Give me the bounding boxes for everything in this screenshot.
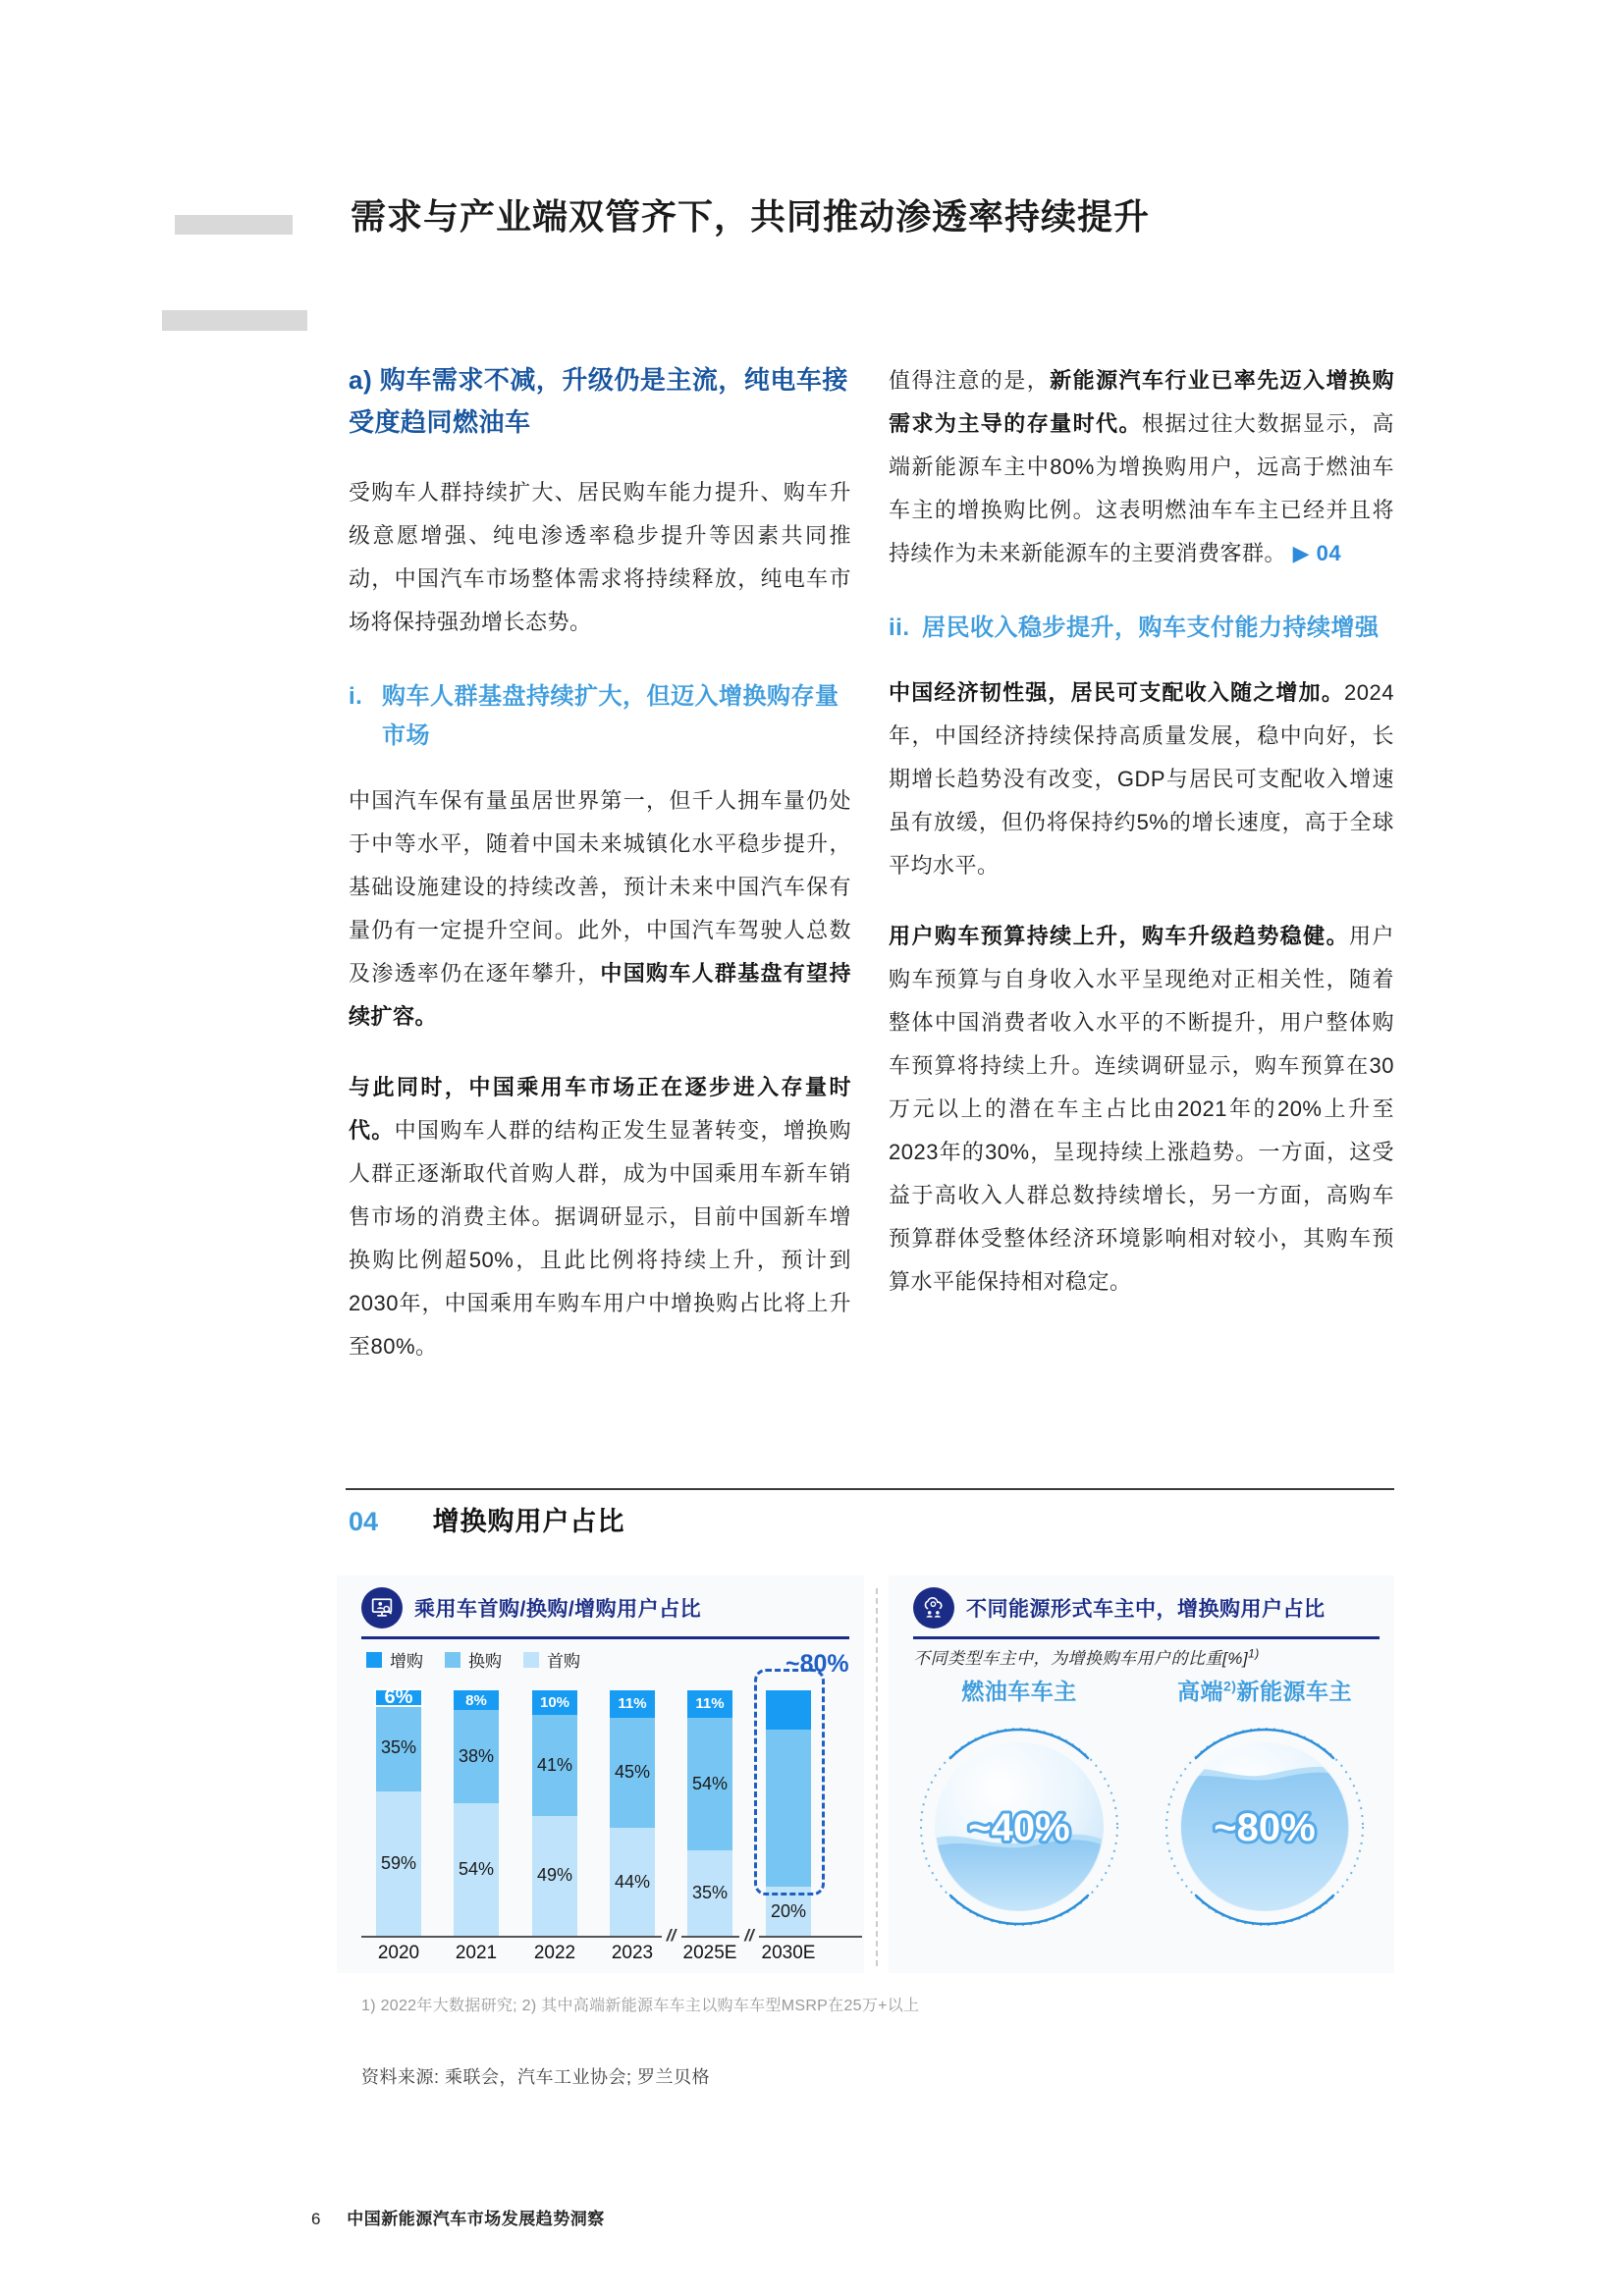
bar-segment-2025E-huangou — [687, 1718, 732, 1850]
legend-label: 增购 — [390, 1652, 423, 1671]
bar-segment-2021-shougou — [454, 1803, 499, 1936]
text-column-left — [349, 359, 851, 1368]
bar-segment-2022-shougou — [532, 1816, 577, 1937]
bar-value-label: 54% — [691, 1773, 729, 1793]
paragraph: 受购车人群持续扩大、居民购车能力提升、购车升级意愿增强、纯电渗透率稳步提升等因素共同推动，中国汽车市场整体需求将持续释放，纯电车市场将保持强劲增长态势。 — [349, 480, 851, 634]
gauge-nev-owners — [1152, 1674, 1378, 1945]
source-line: 资料来源: 乘联会，汽车工业协会; 罗兰贝格 — [361, 2067, 711, 2087]
paragraph: 用户购车预算持续上升，购车升级趋势稳健。用户购车预算与自身收入水平呈现绝对正相关性，随着整体中国消费者收入水平的不断提升，用户整体购车预算将持续上升。连续调研显示，购车预算在30万元以上的潜在车主占比由2021年的20%上升至2023年的30%，呈现持续上涨趋势。一方面，这受益于高收入人群总数持续增长，另一方面，高购车预算群体受整体经济环境影响相对较小，其购车预算水平能保持相对稳定。 — [889, 924, 1394, 1294]
bar-value-label: 38% — [458, 1746, 495, 1766]
bar-segment-2020-huangou — [376, 1705, 421, 1791]
decorative-bar — [175, 215, 293, 235]
bar-value-label: 10% — [539, 1694, 570, 1711]
gauge-value: ~40% — [968, 1806, 1070, 1849]
legend-swatch — [445, 1652, 460, 1668]
x-axis-label-2030E: 2030E — [761, 1943, 816, 1963]
bar-segment-2025E-zenggou — [687, 1690, 732, 1718]
bar-value-label: 59% — [380, 1852, 417, 1873]
gauge-circle — [906, 1714, 1132, 1940]
exhibit-reference: ▶ 04 — [1292, 541, 1342, 565]
highlight-box-2030 — [754, 1669, 825, 1896]
subsection-i-heading: i. 购车人群基盘持续扩大，但迈入增换购存量市场 — [349, 677, 851, 756]
chart-panel-purchase-mix — [337, 1575, 864, 1973]
owners-icon — [913, 1587, 954, 1629]
text-column-right — [889, 359, 1394, 1304]
paragraph: 中国经济韧性强，居民可支配收入随之增加。2024年，中国经济持续保持高质量发展，稳中向好，长期增长趋势没有改变，GDP与居民可支配收入增速虽有放缓，但仍将保持约5%的增长速度，高于全球平均水平。 — [889, 680, 1394, 878]
subsection-ii-heading: ii. 居民收入稳步提升，购车支付能力持续增强 — [889, 609, 1394, 648]
axis-break-mark: // — [739, 1925, 759, 1947]
exhibit-title: 增换购用户占比 — [432, 1507, 625, 1536]
legend-swatch — [523, 1652, 539, 1668]
chart-panel-energy-owners — [889, 1575, 1394, 1973]
panel-divider-dashed — [876, 1588, 878, 1966]
x-axis-line — [361, 1936, 862, 1938]
legend-item-shougou — [523, 1647, 580, 1672]
axis-break-mark: // — [662, 1925, 681, 1947]
bar-segment-2020-zenggou — [376, 1686, 421, 1708]
footer-doc-title: 中国新能源汽车市场发展趋势洞察 — [347, 2210, 605, 2228]
page-number: 6 — [311, 2210, 321, 2228]
bar-value-label: 6% — [384, 1686, 413, 1708]
section-a-heading: a) 购车需求不减，升级仍是主流，纯电车接受度趋同燃油车 — [349, 365, 848, 437]
bar-value-label: 35% — [691, 1882, 729, 1902]
gauge-value: ~80% — [1214, 1806, 1316, 1849]
bar-segment-2021-huangou — [454, 1710, 499, 1803]
paragraph: 与此同时，中国乘用车市场正在逐步进入存量时代。中国购车人群的结构正发生显著转变，增换购人群正逐渐取代首购人群，成为中国乘用车新车销售市场的消费主体。据调研显示，目前中国新车增换购比例超50%，且此比例将持续上升，预计到2030年，中国乘用车购车用户中增换购占比将上升至80%。 — [349, 1075, 851, 1359]
gauge-label: 高端$^{2)}$新能源车主 — [1177, 1678, 1352, 1704]
legend-item-huangou — [445, 1647, 502, 1672]
gauge-fuel-owners — [906, 1674, 1132, 1945]
subsection-i-marker: i. — [349, 683, 363, 710]
bar-value-label: 11% — [618, 1695, 647, 1713]
bar-value-label: 49% — [536, 1865, 573, 1886]
chart-panel-header — [361, 1587, 849, 1639]
x-axis-label-2020: 2020 — [377, 1943, 420, 1963]
bar-segment-2023-zenggou — [610, 1690, 655, 1718]
page-title: 需求与产业端双管齐下，共同推动渗透率持续提升 — [351, 196, 1151, 237]
bar-value-label: 45% — [614, 1762, 651, 1783]
legend-label: 换购 — [468, 1652, 502, 1671]
page-footer — [311, 2205, 605, 2229]
chart-panel-header — [913, 1587, 1380, 1639]
bar-value-label: 20% — [770, 1900, 807, 1921]
bar-segment-2025E-shougou — [687, 1850, 732, 1937]
x-axis-label-2022: 2022 — [533, 1943, 576, 1963]
survey-screen-icon — [361, 1587, 403, 1629]
chart-title: 乘用车首购/换购/增购用户占比 — [414, 1598, 702, 1621]
legend-swatch — [366, 1652, 382, 1668]
footnote: 1) 2022年大数据研究; 2) 其中高端新能源车车主以购车车型MSRP在25万+以上 — [361, 1998, 920, 2014]
bar-segment-2023-huangou — [610, 1718, 655, 1829]
bar-segment-2021-zenggou — [454, 1690, 499, 1710]
gauge-label: 燃油车车主 — [961, 1679, 1077, 1704]
gauge-circle — [1152, 1714, 1378, 1940]
x-axis-label-2023: 2023 — [611, 1943, 654, 1963]
x-axis-label-2025E: 2025E — [682, 1943, 737, 1963]
exhibit-number: 04 — [349, 1507, 379, 1536]
paragraph: 中国汽车保有量虽居世界第一，但千人拥车量仍处于中等水平，随着中国未来城镇化水平稳步提升，基础设施建设的持续改善，预计未来中国汽车保有量仍有一定提升空间。此外，中国汽车驾驶人总数及渗透率仍在逐年攀升，中国购车人群基盘有望持续扩容。 — [349, 788, 851, 1029]
bar-value-label: 41% — [536, 1754, 573, 1775]
subsection-ii-marker: ii. — [889, 614, 910, 641]
bar-value-label: 8% — [465, 1691, 487, 1709]
bar-segment-2020-shougou — [376, 1791, 421, 1937]
chart-subtitle: 不同类型车主中，为增换购车用户的比重[%]$^{1)}$ — [913, 1646, 1260, 1668]
decorative-bar — [162, 310, 307, 331]
chart-title: 不同能源形式车主中，增换购用户占比 — [966, 1598, 1326, 1621]
bar-segment-2022-zenggou — [532, 1690, 577, 1715]
legend-label: 首购 — [547, 1652, 580, 1671]
section-divider-rule — [346, 1488, 1394, 1490]
bar-segment-2022-huangou — [532, 1715, 577, 1816]
paragraph: 值得注意的是，新能源汽车行业已率先迈入增换购需求为主导的存量时代。根据过往大数据显示，高端新能源车主中80%为增换购用户，远高于燃油车车主的增换购比例。这表明燃油车车主已经并且将持续作为未来新能源车的主要消费客群。 ▶ 04 — [889, 368, 1394, 565]
bar-value-label: 11% — [695, 1695, 725, 1713]
chart-legend — [366, 1647, 580, 1672]
annotation-80pct: ~80% — [785, 1650, 849, 1678]
legend-item-zenggou — [366, 1647, 423, 1672]
exhibit-heading — [349, 1500, 625, 1538]
bar-segment-2023-shougou — [610, 1828, 655, 1936]
bar-value-label: 54% — [458, 1859, 495, 1879]
bar-value-label: 35% — [380, 1737, 417, 1758]
bar-value-label: 44% — [614, 1871, 651, 1892]
x-axis-label-2021: 2021 — [455, 1943, 498, 1963]
